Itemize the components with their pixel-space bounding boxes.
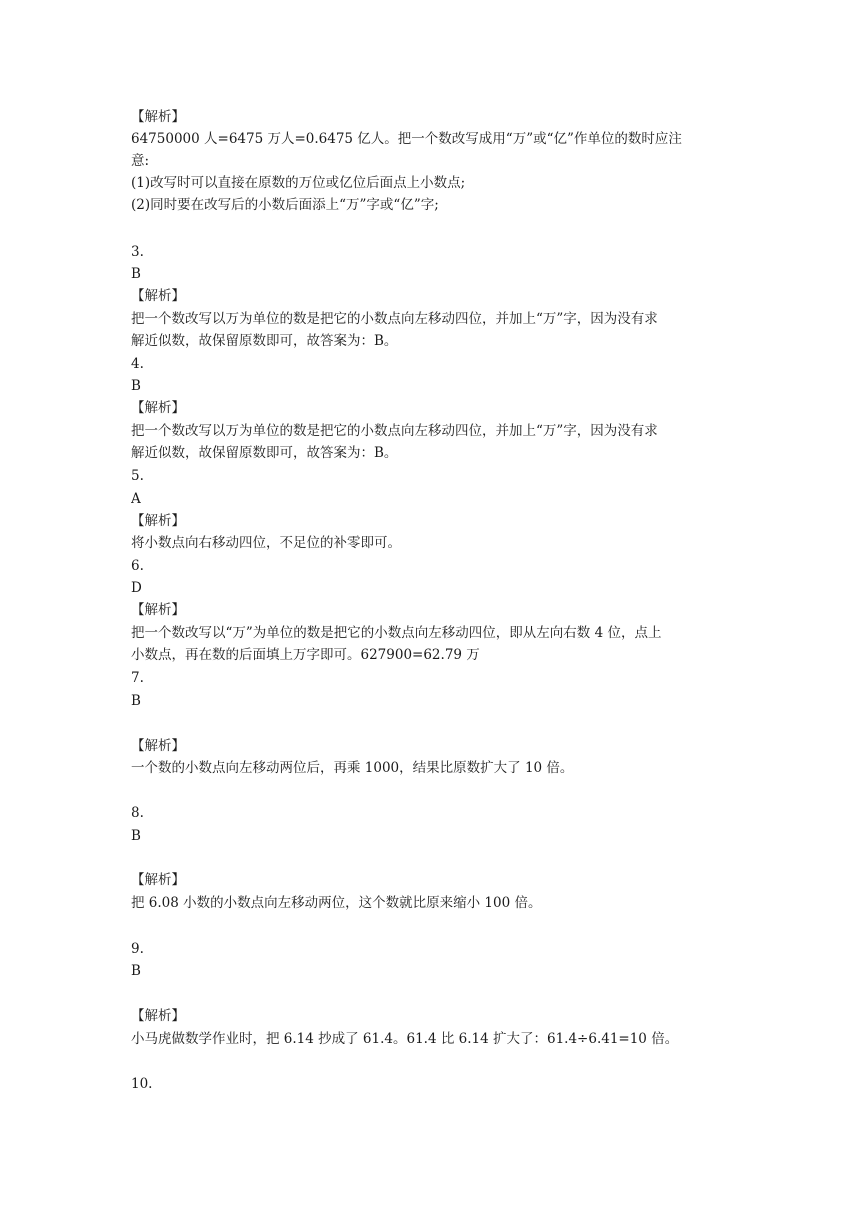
answer-choice: D	[131, 580, 142, 596]
answer-choice: B	[131, 693, 141, 709]
analysis-text: 小马虎做数学作业时，把 6.14 抄成了 61.4。61.4 比 6.14 扩大了：61.4÷6.41=10 倍。	[131, 1031, 679, 1047]
analysis-text: 64750000 人=6475 万人=0.6475 亿人。把一个数改写成用“万”或“亿”作单位的数时应注	[131, 131, 682, 147]
analysis-heading: 【解析】	[131, 513, 185, 529]
analysis-text: (2)同时要在改写后的小数后面添上“万”字或“亿”字;	[131, 197, 439, 213]
question-number: 5.	[131, 468, 144, 484]
analysis-text: 把一个数改写以万为单位的数是把它的小数点向左移动四位，并加上“万”字，因为没有求	[131, 423, 658, 439]
answer-choice: B	[131, 828, 141, 844]
analysis-text: 解近似数，故保留原数即可，故答案为：B。	[131, 333, 398, 349]
analysis-heading: 【解析】	[131, 872, 185, 888]
analysis-heading: 【解析】	[131, 288, 185, 304]
answer-choice: B	[131, 378, 141, 394]
analysis-heading: 【解析】	[131, 1008, 185, 1024]
analysis-text: 把 6.08 小数的小数点向左移动两位，这个数就比原来缩小 100 倍。	[131, 895, 542, 911]
analysis-text: 一个数的小数点向左移动两位后，再乘 1000，结果比原数扩大了 10 倍。	[131, 760, 574, 776]
answer-choice: A	[131, 491, 141, 507]
question-number: 4.	[131, 356, 144, 372]
analysis-heading: 【解析】	[131, 738, 185, 754]
question-number: 3.	[131, 244, 144, 260]
question-number: 6.	[131, 558, 144, 574]
question-number: 10.	[131, 1076, 153, 1092]
question-number: 9.	[131, 941, 144, 957]
analysis-heading: 【解析】	[131, 400, 185, 416]
analysis-text: (1)改写时可以直接在原数的万位或亿位后面点上小数点;	[131, 175, 466, 191]
analysis-heading: 【解析】	[131, 109, 185, 125]
analysis-text: 意:	[131, 153, 150, 169]
analysis-text: 解近似数，故保留原数即可，故答案为：B。	[131, 445, 398, 461]
answer-choice: B	[131, 963, 141, 979]
question-number: 7.	[131, 670, 144, 686]
analysis-heading: 【解析】	[131, 602, 185, 618]
analysis-text: 小数点，再在数的后面填上万字即可。627900=62.79 万	[131, 647, 480, 663]
analysis-text: 将小数点向右移动四位，不足位的补零即可。	[131, 535, 401, 551]
question-number: 8.	[131, 805, 144, 821]
analysis-text: 把一个数改写以“万”为单位的数是把它的小数点向左移动四位，即从左向右数 4 位，点上	[131, 625, 662, 641]
analysis-text: 把一个数改写以万为单位的数是把它的小数点向左移动四位，并加上“万”字，因为没有求	[131, 311, 658, 327]
answer-choice: B	[131, 266, 141, 282]
